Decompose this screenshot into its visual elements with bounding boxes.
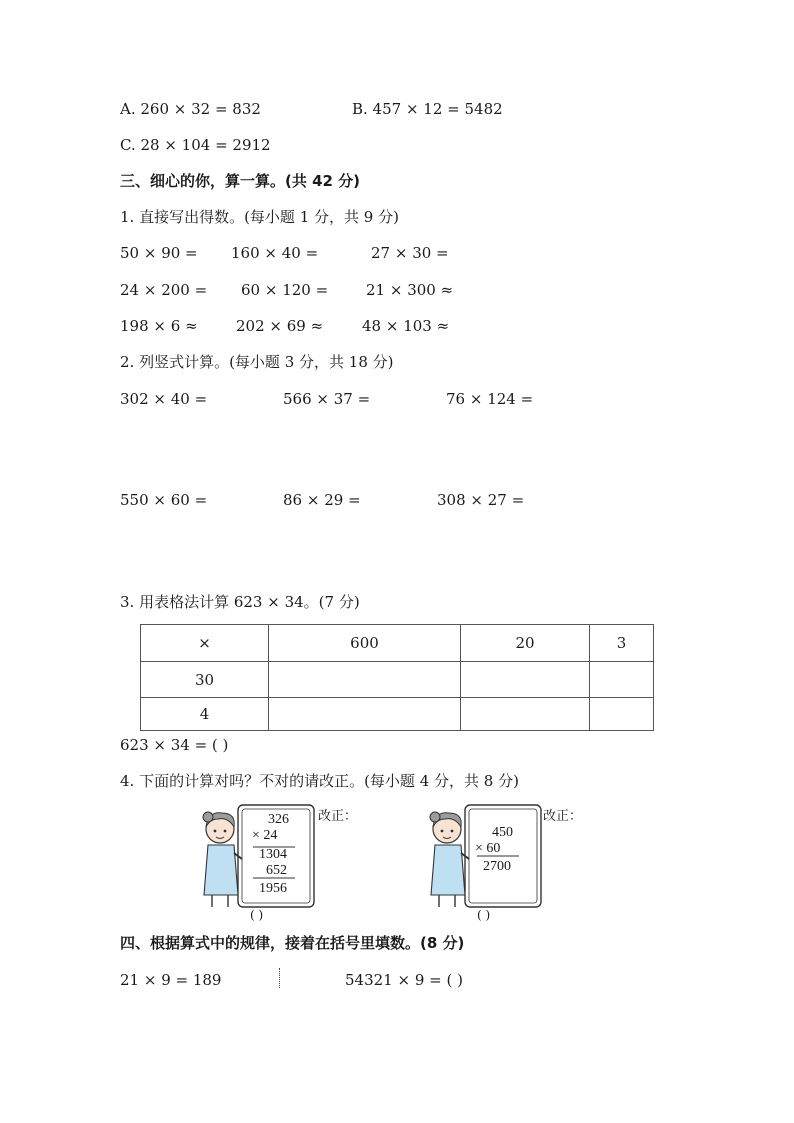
right-board-line: 2700	[483, 859, 511, 874]
q3-title: 3. 用表格法计算 623 × 34。(7 分)	[120, 593, 360, 611]
dotted-divider	[279, 968, 280, 988]
choice-a: A. 260 × 32 = 832	[120, 100, 261, 118]
choice-b: B. 457 × 12 = 5482	[352, 100, 503, 118]
choice-c: C. 28 × 104 = 2912	[120, 136, 271, 154]
pattern-left: 21 × 9 = 189	[120, 971, 222, 989]
q1-title: 1. 直接写出得数。(每小题 1 分，共 9 分)	[120, 208, 399, 226]
grid-blank-cell[interactable]	[269, 662, 461, 698]
grid-header-cell: 3	[590, 625, 654, 662]
left-board-line: 326	[268, 812, 289, 827]
left-answer-bracket: ( )	[250, 908, 264, 922]
grid-header-cell: 600	[269, 625, 461, 662]
grid-row-label: 4	[141, 698, 269, 731]
q2-item: 76 × 124 =	[446, 390, 534, 408]
q1-item: 21 × 300 ≈	[366, 281, 454, 299]
q4-title: 4. 下面的计算对吗？不对的请改正。(每小题 4 分，共 8 分)	[120, 772, 519, 790]
right-board-line: × 60	[475, 841, 501, 856]
q1-item: 202 × 69 ≈	[236, 317, 324, 335]
left-board-line: 652	[266, 863, 287, 878]
q1-item: 24 × 200 =	[120, 281, 208, 299]
left-board-line: 1304	[259, 847, 287, 862]
grid-blank-cell[interactable]	[590, 662, 654, 698]
q3-answer: 623 × 34 = ( )	[120, 736, 229, 754]
section3-title: 三、细心的你，算一算。(共 42 分)	[120, 172, 361, 190]
pattern-right: 54321 × 9 = ( )	[345, 971, 463, 989]
q1-item: 27 × 30 =	[371, 244, 449, 262]
grid-blank-cell[interactable]	[269, 698, 461, 731]
grid-header-cell: ×	[141, 625, 269, 662]
q2-item: 86 × 29 =	[283, 491, 361, 509]
right-board-line: 450	[492, 825, 513, 840]
q1-item: 50 × 90 =	[120, 244, 198, 262]
q1-item: 48 × 103 ≈	[362, 317, 450, 335]
grid-row-label: 30	[141, 662, 269, 698]
section4-title: 四、根据算式中的规律，接着在括号里填数。(8 分)	[120, 934, 465, 952]
girl-board-figure-left	[198, 803, 368, 923]
right-answer-bracket: ( )	[477, 908, 491, 922]
left-correction-label: 改正：	[318, 809, 358, 824]
q2-item: 308 × 27 =	[437, 491, 525, 509]
grid-header-cell: 20	[461, 625, 590, 662]
q1-item: 198 × 6 ≈	[120, 317, 198, 335]
q2-item: 550 × 60 =	[120, 491, 208, 509]
q1-item: 60 × 120 =	[241, 281, 329, 299]
q2-item: 302 × 40 =	[120, 390, 208, 408]
left-board-line: × 24	[252, 828, 278, 843]
q2-item: 566 × 37 =	[283, 390, 371, 408]
q1-item: 160 × 40 =	[231, 244, 319, 262]
girl-board-figure-right	[425, 803, 595, 923]
q2-title: 2. 列竖式计算。(每小题 3 分，共 18 分)	[120, 353, 394, 371]
grid-blank-cell[interactable]	[590, 698, 654, 731]
multiplication-grid	[140, 624, 654, 731]
left-board-line: 1956	[259, 881, 287, 896]
right-correction-label: 改正：	[543, 809, 583, 824]
grid-blank-cell[interactable]	[461, 698, 590, 731]
grid-blank-cell[interactable]	[461, 662, 590, 698]
